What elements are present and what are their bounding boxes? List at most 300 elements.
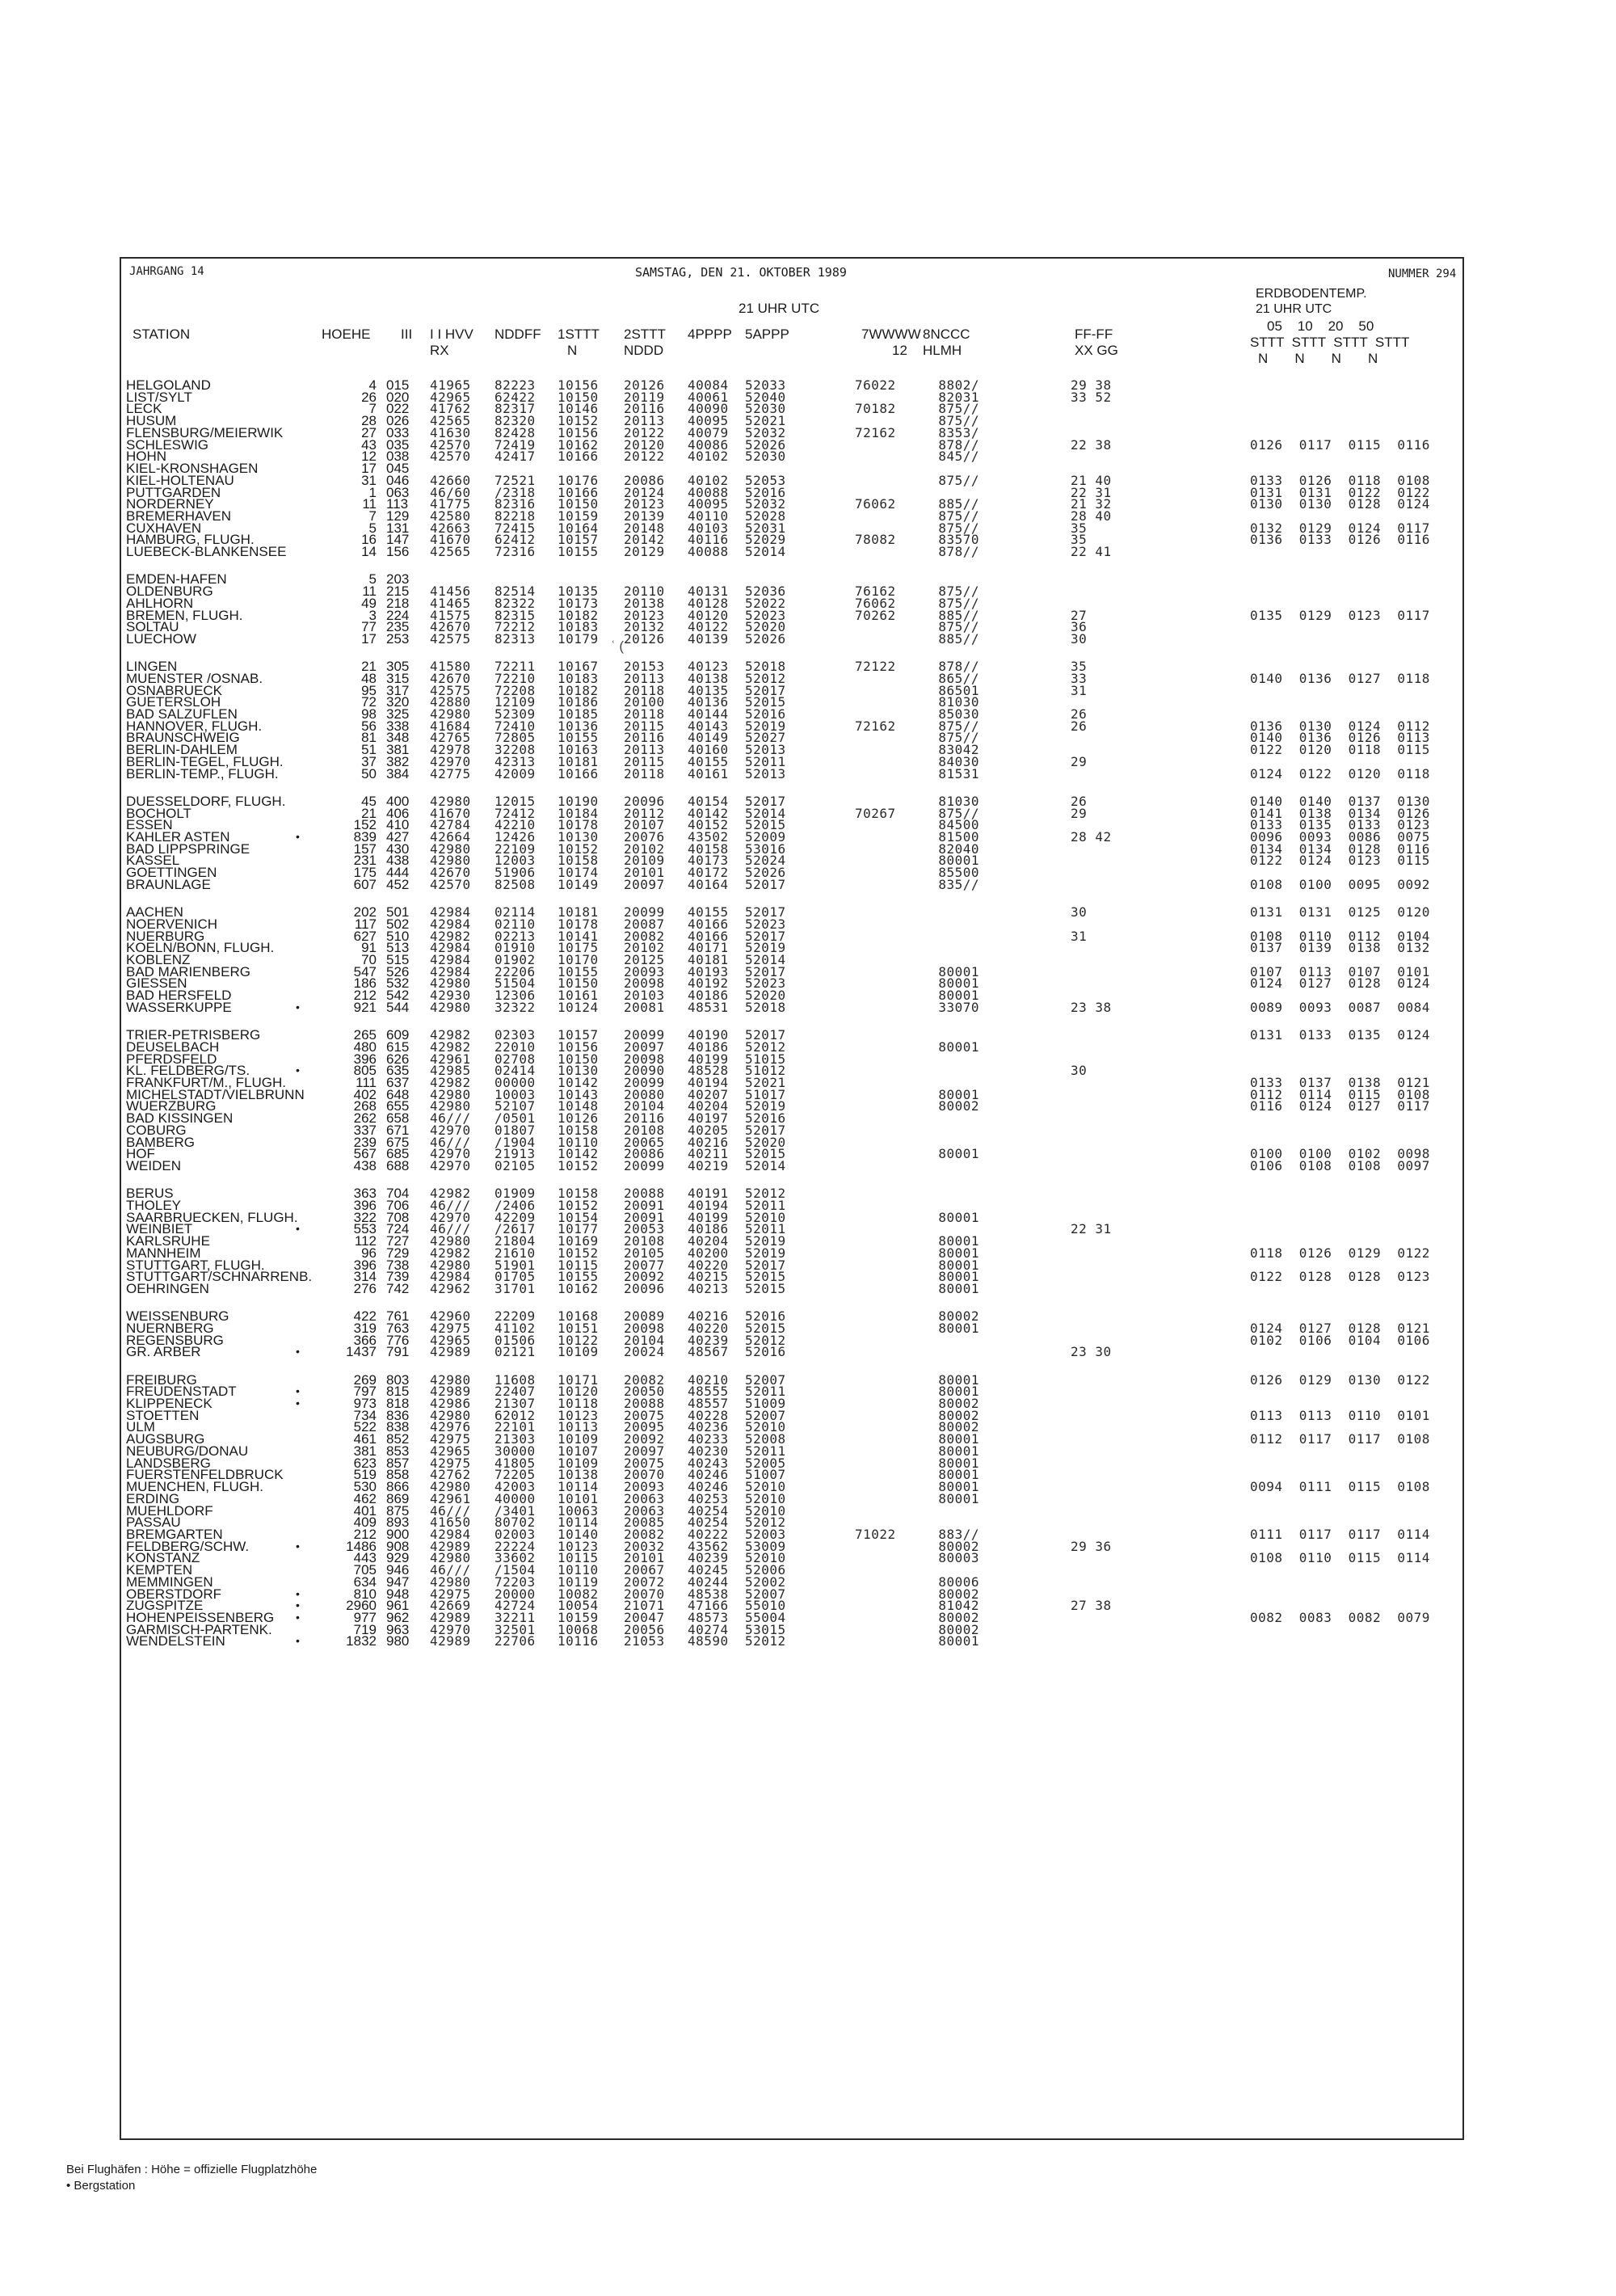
cell-f: 52015 xyxy=(745,1269,786,1285)
cell-f: 52016 xyxy=(745,1308,786,1325)
cell-c: 10154 xyxy=(558,1209,599,1225)
cell-h: 5 xyxy=(368,520,377,536)
cell-d: 20092 xyxy=(624,1431,665,1447)
cell-c: 10122 xyxy=(558,1332,599,1348)
cell-t: 0089 0093 0087 0084 xyxy=(1250,999,1430,1015)
cell-e: 40245 xyxy=(688,1562,729,1578)
station-name: BRAUNSCHWEIG xyxy=(126,730,240,746)
cell-e: 48555 xyxy=(688,1384,729,1400)
cell-c: 10156 xyxy=(558,377,599,393)
cell-n: 81500 xyxy=(938,829,979,845)
cell-h: 366 xyxy=(353,1332,377,1348)
cell-h: 27 xyxy=(361,424,377,440)
station-name: HOHN xyxy=(126,449,167,465)
cell-i: 430 xyxy=(386,840,410,857)
station-name: COBURG xyxy=(126,1122,187,1138)
station-name: AUGSBURG xyxy=(126,1431,205,1447)
cell-i: 510 xyxy=(386,928,410,944)
station-name: GUETERSLOH xyxy=(126,694,221,710)
station-name: BREMEN, FLUGH. xyxy=(126,607,243,623)
cell-b: 72419 xyxy=(494,436,536,453)
cell-h: 212 xyxy=(353,1526,377,1542)
cell-c: 10152 xyxy=(558,840,599,857)
station-name: EMDEN-HAFEN xyxy=(126,571,227,588)
cell-h: 443 xyxy=(353,1550,377,1566)
cell-c: 10124 xyxy=(558,999,599,1015)
cell-h: 322 xyxy=(353,1209,377,1225)
cell-f: 52010 xyxy=(745,1479,786,1494)
cell-f: 52030 xyxy=(745,401,786,417)
cell-d: 20050 xyxy=(624,1384,665,1400)
col-nddd: NDDD xyxy=(624,343,664,358)
cell-d: 20093 xyxy=(624,963,665,979)
cell-f: 52010 xyxy=(745,1419,786,1435)
cell-i: 406 xyxy=(386,805,410,821)
cell-c: 10166 xyxy=(558,765,599,781)
cell-e: 40128 xyxy=(688,595,729,611)
cell-c: 10155 xyxy=(558,963,599,979)
cell-i: 253 xyxy=(386,630,410,647)
cell-h: 839 xyxy=(353,829,377,845)
cell-a: 41630 xyxy=(430,424,471,440)
cell-a: 42765 xyxy=(430,730,471,746)
cell-c: 10157 xyxy=(558,1027,599,1043)
cell-w: 21 32 xyxy=(1071,496,1112,512)
cell-a: 42970 xyxy=(430,1122,471,1138)
cell-h: 567 xyxy=(353,1146,377,1162)
station-name: MUENCHEN, FLUGH. xyxy=(126,1479,264,1494)
cell-a: 42984 xyxy=(430,952,471,967)
cell-e: 48573 xyxy=(688,1610,729,1625)
cell-c: 10150 xyxy=(558,975,599,992)
cell-t: 0108 0100 0095 0092 xyxy=(1250,876,1430,892)
cell-f: 52013 xyxy=(745,742,786,758)
station-name: HANNOVER, FLUGH. xyxy=(126,718,263,734)
cell-f: 52011 xyxy=(745,753,786,769)
cell-n: 80001 xyxy=(938,1038,979,1055)
cell-h: 17 xyxy=(361,461,377,476)
cell-t: 0118 0126 0129 0122 xyxy=(1250,1245,1430,1261)
cell-t: 0113 0113 0110 0101 xyxy=(1250,1407,1430,1423)
cell-d: 20116 xyxy=(624,1110,665,1127)
cell-b: 41805 xyxy=(494,1455,536,1471)
cell-w: 29 xyxy=(1071,753,1088,769)
cell-a: 41575 xyxy=(430,607,471,623)
table-row xyxy=(0,543,1616,560)
station-name: NOERVENICH xyxy=(126,916,218,932)
cell-w: 22 31 xyxy=(1071,1221,1112,1237)
cell-f: 52019 xyxy=(745,1233,786,1249)
cell-f: 52011 xyxy=(745,1443,786,1459)
cell-t: 0094 0111 0115 0108 xyxy=(1250,1479,1430,1494)
cell-w: 29 38 xyxy=(1071,377,1112,393)
cell-e: 40102 xyxy=(688,449,729,465)
cell-a: 42930 xyxy=(430,988,471,1004)
cell-a: 42982 xyxy=(430,1027,471,1043)
cell-f: 52009 xyxy=(745,829,786,845)
cell-c: 10176 xyxy=(558,472,599,488)
cell-b: 21303 xyxy=(494,1431,536,1447)
station-name: BREMGARTEN xyxy=(126,1526,223,1542)
cell-a: 42962 xyxy=(430,1281,471,1296)
cell-i: 761 xyxy=(386,1308,410,1325)
soil-temp-title: ERDBODENTEMP. xyxy=(1256,287,1367,301)
cell-c: 10118 xyxy=(558,1396,599,1411)
station-name: KASSEL xyxy=(126,853,180,869)
cell-e: 40211 xyxy=(688,1146,729,1162)
cell-e: 48538 xyxy=(688,1586,729,1602)
cell-e: 40194 xyxy=(688,1197,729,1213)
cell-b: 42210 xyxy=(494,817,536,833)
cell-f: 52017 xyxy=(745,793,786,809)
cell-b: 82223 xyxy=(494,377,536,393)
cell-f: 52040 xyxy=(745,389,786,405)
cell-c: 10138 xyxy=(558,1467,599,1483)
cell-g: 70267 xyxy=(855,805,896,821)
cell-f: 51017 xyxy=(745,1086,786,1102)
cell-h: 175 xyxy=(353,865,377,881)
station-name: NUERNBERG xyxy=(126,1320,214,1336)
cell-c: 10157 xyxy=(558,532,599,548)
cell-h: 634 xyxy=(353,1573,377,1590)
cell-f: 52010 xyxy=(745,1502,786,1519)
cell-e: 40164 xyxy=(688,876,729,892)
cell-f: 53016 xyxy=(745,840,786,857)
cell-a: 41650 xyxy=(430,1515,471,1531)
cell-e: 40116 xyxy=(688,532,729,548)
cell-a: 46/// xyxy=(430,1110,471,1127)
cell-a: 42565 xyxy=(430,413,471,429)
cell-f: 52017 xyxy=(745,1027,786,1043)
cell-d: 20123 xyxy=(624,607,665,623)
cell-i: 532 xyxy=(386,975,410,992)
cell-t: 0122 0120 0118 0115 xyxy=(1250,742,1430,758)
cell-b: 82315 xyxy=(494,607,536,623)
cell-d: 20116 xyxy=(624,730,665,746)
col-ffff: FF-FF xyxy=(1075,326,1113,342)
cell-h: 265 xyxy=(353,1027,377,1043)
cell-f: 52018 xyxy=(745,999,786,1015)
cell-a: 42880 xyxy=(430,694,471,710)
table-row xyxy=(0,765,1616,782)
cell-n: 8802/ xyxy=(938,377,979,393)
cell-c: 10184 xyxy=(558,805,599,821)
cell-i: 427 xyxy=(386,829,410,845)
cell-f: 52021 xyxy=(745,413,786,429)
station-name: BRAUNLAGE xyxy=(126,876,211,892)
cell-f: 52016 xyxy=(745,484,786,500)
cell-h: 530 xyxy=(353,1479,377,1494)
station-name: GARMISCH-PARTENK. xyxy=(126,1621,272,1637)
cell-f: 52014 xyxy=(745,544,786,560)
cell-b: 21804 xyxy=(494,1233,536,1249)
cell-t: 0135 0129 0123 0117 xyxy=(1250,607,1430,623)
cell-n: 80002 xyxy=(938,1407,979,1423)
cell-b: 82313 xyxy=(494,630,536,647)
cell-d: 20101 xyxy=(624,1550,665,1566)
cell-n: 80002 xyxy=(938,1538,979,1554)
cell-b: 41102 xyxy=(494,1320,536,1336)
cell-a: 42980 xyxy=(430,840,471,857)
station-name: BREMERHAVEN xyxy=(126,508,232,524)
cell-i: 685 xyxy=(386,1146,410,1162)
cell-i: 513 xyxy=(386,940,410,956)
cell-f: 52027 xyxy=(745,730,786,746)
cell-c: 10113 xyxy=(558,1419,599,1435)
cell-b: 72415 xyxy=(494,520,536,536)
cell-c: 10162 xyxy=(558,436,599,453)
cell-e: 40120 xyxy=(688,607,729,623)
cell-b: 72410 xyxy=(494,718,536,734)
cell-h: 48 xyxy=(361,670,377,686)
cell-i: 224 xyxy=(386,607,410,623)
cell-b: 52309 xyxy=(494,706,536,722)
cell-t: 0122 0128 0128 0123 xyxy=(1250,1269,1430,1285)
cell-g: 78082 xyxy=(855,532,896,548)
cell-d: 20053 xyxy=(624,1221,665,1237)
cell-e: 40135 xyxy=(688,682,729,698)
cell-b: 51906 xyxy=(494,865,536,881)
cell-a: 42989 xyxy=(430,1344,471,1360)
cell-d: 20099 xyxy=(624,1158,665,1173)
col-soil-n: N N N N xyxy=(1258,351,1378,366)
station-name: BERLIN-DAHLEM xyxy=(126,742,238,758)
cell-n: 875// xyxy=(938,401,979,417)
cell-a: 42980 xyxy=(430,1371,471,1388)
cell-e: 48528 xyxy=(688,1063,729,1079)
cell-f: 52023 xyxy=(745,916,786,932)
cell-b: 02003 xyxy=(494,1526,536,1542)
cell-w: 27 38 xyxy=(1071,1598,1112,1614)
cell-c: 10109 xyxy=(558,1344,599,1360)
cell-c: 10120 xyxy=(558,1384,599,1400)
cell-b: 22407 xyxy=(494,1384,536,1400)
cell-f: 52032 xyxy=(745,424,786,440)
cell-i: 609 xyxy=(386,1027,410,1043)
cell-i: 400 xyxy=(386,793,410,809)
cell-e: 43502 xyxy=(688,829,729,845)
cell-i: 962 xyxy=(386,1610,410,1625)
cell-w: 22 38 xyxy=(1071,436,1112,453)
cell-e: 40139 xyxy=(688,630,729,647)
cell-w: 35 xyxy=(1071,659,1088,675)
cell-b: 22109 xyxy=(494,840,536,857)
cell-d: 20088 xyxy=(624,1396,665,1411)
cell-b: 02708 xyxy=(494,1051,536,1067)
cell-w: 21 40 xyxy=(1071,472,1112,488)
cell-h: 202 xyxy=(353,904,377,921)
cell-e: 40204 xyxy=(688,1098,729,1114)
cell-e: 40110 xyxy=(688,508,729,524)
col-2sttt: 2STTT xyxy=(624,326,666,342)
station-name: FELDBERG/SCHW. xyxy=(126,1538,250,1554)
cell-a: 46/// xyxy=(430,1562,471,1578)
cell-b: 80702 xyxy=(494,1515,536,1531)
cell-a: 42570 xyxy=(430,436,471,453)
cell-b: 22206 xyxy=(494,963,536,979)
cell-i: 763 xyxy=(386,1320,410,1336)
cell-b: 42313 xyxy=(494,753,536,769)
cell-d: 20070 xyxy=(624,1467,665,1483)
cell-n: 82031 xyxy=(938,389,979,405)
station-name: WENDELSTEIN xyxy=(126,1633,225,1649)
cell-a: 42575 xyxy=(430,682,471,698)
cell-a: 42982 xyxy=(430,928,471,944)
cell-b: 32322 xyxy=(494,999,536,1015)
cell-c: 10162 xyxy=(558,1281,599,1296)
cell-e: 40086 xyxy=(688,436,729,453)
cell-d: 20056 xyxy=(624,1621,665,1637)
cell-n: 81042 xyxy=(938,1598,979,1614)
cell-a: 42961 xyxy=(430,1490,471,1506)
cell-i: 382 xyxy=(386,753,410,769)
station-name: KAHLER ASTEN xyxy=(126,829,230,845)
cell-c: 10186 xyxy=(558,694,599,710)
cell-m: • xyxy=(296,1064,300,1077)
cell-m: • xyxy=(296,1000,300,1013)
cell-c: 10143 xyxy=(558,1086,599,1102)
cell-h: 81 xyxy=(361,730,377,746)
cell-d: 20115 xyxy=(624,718,665,734)
cell-b: 42003 xyxy=(494,1479,536,1494)
cell-d: 20099 xyxy=(624,904,665,921)
cell-d: 20087 xyxy=(624,916,665,932)
cell-n: 80001 xyxy=(938,1209,979,1225)
cell-w: 22 41 xyxy=(1071,544,1112,560)
cell-h: 623 xyxy=(353,1455,377,1471)
cell-b: 22706 xyxy=(494,1633,536,1649)
cell-w: 36 xyxy=(1071,619,1088,635)
cell-b: 72208 xyxy=(494,682,536,698)
cell-c: 10173 xyxy=(558,595,599,611)
cell-c: 10163 xyxy=(558,742,599,758)
cell-t: 0140 0136 0126 0113 xyxy=(1250,730,1430,746)
cell-c: 10170 xyxy=(558,952,599,967)
cell-b: 31701 xyxy=(494,1281,536,1296)
table-row xyxy=(0,1343,1616,1360)
cell-d: 20076 xyxy=(624,829,665,845)
cell-n: 8353/ xyxy=(938,424,979,440)
cell-b: 52107 xyxy=(494,1098,536,1114)
cell-f: 52006 xyxy=(745,1562,786,1578)
cell-b: 01909 xyxy=(494,1186,536,1202)
cell-i: 724 xyxy=(386,1221,410,1237)
cell-c: 10130 xyxy=(558,829,599,845)
cell-i: 866 xyxy=(386,1479,410,1494)
cell-f: 55004 xyxy=(745,1610,786,1625)
cell-c: 10152 xyxy=(558,1158,599,1173)
cell-e: 40199 xyxy=(688,1051,729,1067)
cell-b: 40000 xyxy=(494,1490,536,1506)
cell-f: 52017 xyxy=(745,1257,786,1273)
cell-i: 410 xyxy=(386,817,410,833)
cell-h: 26 xyxy=(361,389,377,405)
cell-d: 20123 xyxy=(624,496,665,512)
cell-c: 10156 xyxy=(558,424,599,440)
cell-e: 40254 xyxy=(688,1515,729,1531)
cell-a: 42984 xyxy=(430,1526,471,1542)
cell-g: 71022 xyxy=(855,1526,896,1542)
station-name: NORDERNEY xyxy=(126,496,214,512)
cell-n: 80001 xyxy=(938,1633,979,1649)
cell-f: 51009 xyxy=(745,1396,786,1411)
cell-d: 20081 xyxy=(624,999,665,1015)
cell-m: • xyxy=(296,1384,300,1398)
cell-i: 947 xyxy=(386,1573,410,1590)
col-4pppp: 4PPPP xyxy=(688,326,732,342)
cell-i: 215 xyxy=(386,583,410,599)
cell-a: 42984 xyxy=(430,904,471,921)
cell-f: 52053 xyxy=(745,472,786,488)
cell-d: 20096 xyxy=(624,793,665,809)
cell-a: 42980 xyxy=(430,706,471,722)
cell-i: 452 xyxy=(386,876,410,892)
cell-h: 98 xyxy=(361,706,377,722)
cell-a: 42980 xyxy=(430,793,471,809)
cell-n: 80001 xyxy=(938,1269,979,1285)
cell-h: 921 xyxy=(353,999,377,1015)
cell-f: 52018 xyxy=(745,659,786,675)
cell-n: 875// xyxy=(938,508,979,524)
cell-e: 43562 xyxy=(688,1538,729,1554)
cell-e: 40220 xyxy=(688,1257,729,1273)
cell-d: 20116 xyxy=(624,401,665,417)
cell-c: 10140 xyxy=(558,1526,599,1542)
cell-c: 10164 xyxy=(558,520,599,536)
cell-t: 0124 0127 0128 0121 xyxy=(1250,1320,1430,1336)
station-name: SAARBRUECKEN, FLUGH. xyxy=(126,1209,298,1225)
cell-w: 35 xyxy=(1071,520,1088,536)
cell-e: 40230 xyxy=(688,1443,729,1459)
cell-a: 41465 xyxy=(430,595,471,611)
cell-d: 20101 xyxy=(624,865,665,881)
cell-d: 20097 xyxy=(624,1443,665,1459)
cell-d: 20119 xyxy=(624,389,665,405)
cell-n: 835// xyxy=(938,876,979,892)
cell-n: 875// xyxy=(938,619,979,635)
cell-a: 42960 xyxy=(430,1308,471,1325)
cell-h: 314 xyxy=(353,1269,377,1285)
cell-d: 20100 xyxy=(624,694,665,710)
cell-b: 32211 xyxy=(494,1610,536,1625)
cell-c: 10110 xyxy=(558,1134,599,1150)
cell-b: 72211 xyxy=(494,659,536,675)
cell-c: 10135 xyxy=(558,583,599,599)
cell-n: 80001 xyxy=(938,975,979,992)
cell-h: 627 xyxy=(353,928,377,944)
cell-h: 51 xyxy=(361,742,377,758)
station-name: BAD HERSFELD xyxy=(126,988,232,1004)
cell-h: 1 xyxy=(368,484,377,500)
cell-f: 52010 xyxy=(745,1209,786,1225)
cell-h: 363 xyxy=(353,1186,377,1202)
cell-n: 86501 xyxy=(938,682,979,698)
cell-n: 80001 xyxy=(938,1467,979,1483)
cell-e: 40236 xyxy=(688,1419,729,1435)
cell-a: 42970 xyxy=(430,1621,471,1637)
cell-d: 20104 xyxy=(624,1098,665,1114)
cell-b: /0501 xyxy=(494,1110,536,1127)
station-name: KOBLENZ xyxy=(126,952,191,967)
cell-d: 20089 xyxy=(624,1308,665,1325)
cell-c: 10190 xyxy=(558,793,599,809)
cell-b: 42724 xyxy=(494,1598,536,1614)
cell-a: 41684 xyxy=(430,718,471,734)
cell-g: 76062 xyxy=(855,496,896,512)
cell-t: 0136 0133 0126 0116 xyxy=(1250,532,1430,548)
cell-c: 10159 xyxy=(558,1610,599,1625)
soil-temp-time: 21 UHR UTC xyxy=(1256,302,1332,316)
